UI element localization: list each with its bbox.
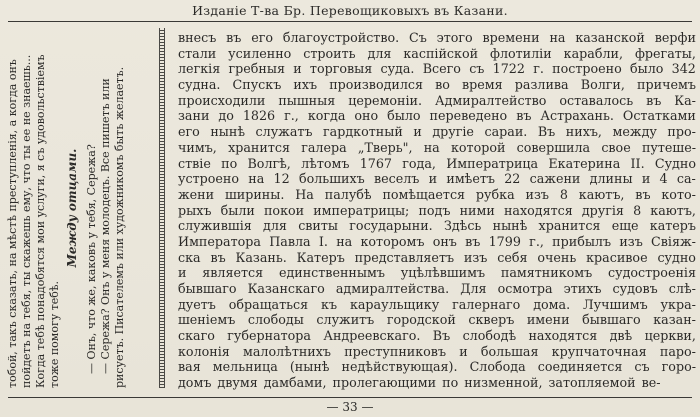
text-line: легкія гребныя и торговыя суда. Всего съ 1722 г. построено было 342 [178,61,696,77]
sidebar-column [6,28,160,388]
text-line: внесъ въ его благоустройство. Съ этого времени на казанской верфи [178,30,696,45]
sidebar-line: рисуетъ. Писателемъ или художникомъ быть желаетъ. [113,66,126,388]
text-line: происходили пышныя церемоніи. Адмиралтейство оставалось въ Ка- [178,92,696,108]
text-line: чимъ, хранится галера „Тверь", на которой совершила свое путеше- [178,139,696,155]
sidebar-line: — Сережа? Онъ у меня молодецъ. Все пишетъ или [99,78,112,374]
page-header [0,0,700,22]
footer-rule [8,397,692,398]
text-line: служившія для свиты государыни. Здѣсь нынѣ хранится еще катеръ [178,218,696,234]
text-line: рыхъ были покои императрицы; подъ ними находятся другія 8 каютъ, [178,202,696,218]
text-line: бывшаго Казанскаго адмиралтейства. Для осмотра этихъ судовъ слѣ- [178,281,696,296]
text-line: устроено на 12 большихъ веселъ и имѣетъ 22 сажени длины и 4 са- [178,171,696,187]
sidebar-line: тоже помогу тебѣ. [48,280,61,388]
sidebar-line: пойдетъ на тебя, ты скажешь ему, что ты ее не знаешь... [20,54,33,388]
text-line: Императора Павла I. на которомъ онъ въ 1799 г., прибылъ изъ Свіяж- [178,233,696,249]
text-line: вая мельница (нынѣ недѣйствующая). Слобода соединяется съ горо- [178,359,696,375]
page-number: — 33 — [326,400,374,414]
sidebar-line: — Онъ, что же, каковъ у тебя, Сережа? [85,144,98,374]
text-line: дуетъ обращаться къ караульщику галернаго дома. Лучшимъ укра- [178,296,696,312]
text-line: стали усиленно строить для каспійской флотиліи карабли, фрегаты, [178,45,696,61]
header-title: Изданіе Т-ва Бр. Перевощиковыхъ въ Казани. [192,3,508,18]
header-rule [8,21,692,22]
sidebar-ornament-border [159,28,165,388]
text-line: скаго губернатора Андреевскаго. Въ слободѣ находятся двѣ церкви, [178,328,696,344]
sidebar-line: Когда тебѣ понадобятся мои услуги, я съ удовольствіемъ [34,54,47,388]
text-line: зани до 1826 г., когда оно было переведено въ Астрахань. Остатками [178,108,696,124]
text-line: его нынѣ служатъ гардкотный и другіе сараи. Въ нихъ, между про- [178,124,696,140]
main-text-column [178,30,696,391]
text-line: ствіе по Волгѣ, лѣтомъ 1767 года, Императрица Екатерина II. Судно [178,155,696,171]
text-line: и является единственнымъ уцѣлѣвшимъ памятникомъ судостроенія [178,265,696,281]
text-line: колонія малолѣтнихъ преступниковъ и большая крупчаточная паро- [178,343,696,359]
text-line: ска въ Казань. Катеръ представляетъ изъ себя очень красивое судно [178,249,696,265]
text-line: домъ двумя дамбами, пролегающими по низменной, затопляемой ве- [178,375,661,391]
sidebar-rotated-text [6,28,159,388]
text-line: судна. Спускъ ихъ производился во время разлива Волги, причемъ [178,77,696,93]
sidebar-line: тобой, такъ сказать, на мѣстѣ преступленія, а когда онъ [6,59,19,388]
text-line: жени ширины. На палубѣ помѣщается рубка изъ 8 каютъ, въ кото- [178,186,696,202]
text-line: шеніемъ слободы служитъ городской скверъ имени бывшаго казан- [178,312,696,328]
sidebar-title: Между отцами. [65,148,79,268]
